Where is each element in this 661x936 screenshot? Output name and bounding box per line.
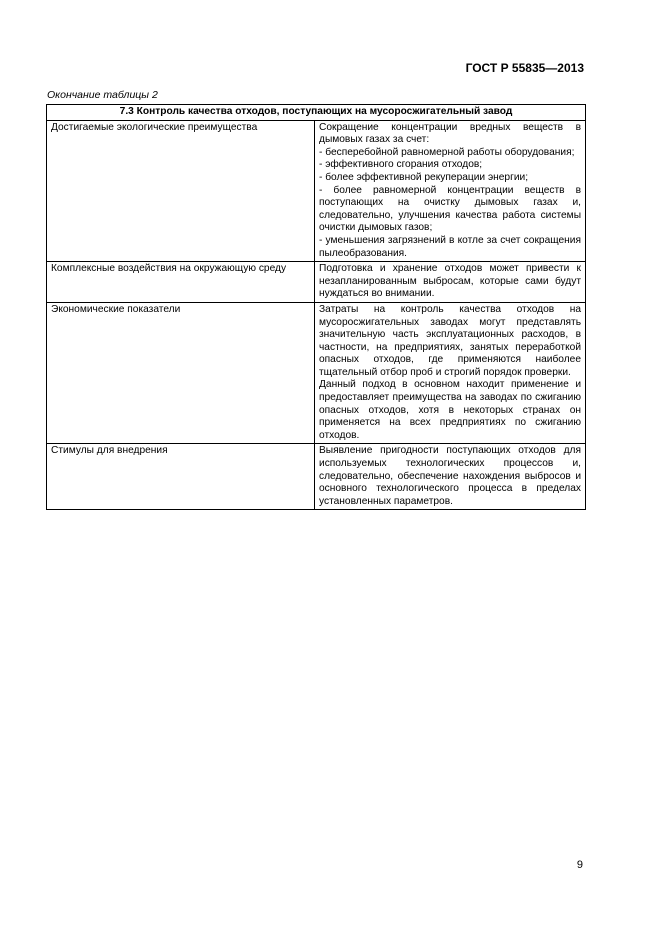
row-label: Экономические показатели [47,302,315,444]
row-description [315,444,586,510]
table-row [47,302,586,444]
row-description [315,262,586,303]
page-number: 9 [576,859,583,871]
measures-table [46,104,586,510]
description-paragraph: Затраты на контроль качества отходов на мусоросжигательных заводах могут представлять значительную часть эксплуатационных расходов, в частности, на предприятиях, занятых переработкой опасных отходов, где применяются наиболее тщательный отбор проб и строгий порядок проверки. [319,303,582,378]
table-section-header-row [47,105,586,121]
table-caption: Окончание таблицы 2 [47,89,158,101]
description-paragraph: Выявление пригодности поступающих отходов для используемых технологических процессов и, следовательно, обеспечение нахождения выбросов и основного технологического процесса в пределах установленных параметров. [319,445,582,507]
description-paragraph: Подготовка и хранение отходов может привести к незапланированным выбросам, которые сами будут нуждаться во внимании. [319,263,582,300]
table-row [47,120,586,262]
description-paragraph: - уменьшения загрязнений в котле за счет сокращения пылеобразования. [319,234,582,259]
row-description [315,120,586,262]
description-paragraph: Сокращение концентрации вредных веществ в дымовых газах за счет: [319,121,582,146]
row-label: Достигаемые экологические преимущества [47,120,315,262]
row-description [315,302,586,444]
table-row [47,262,586,303]
description-paragraph: - более эффективной рекуперации энергии; [319,171,529,183]
description-paragraph: - более равномерной концентрации веществ в поступающих на очистку дымовых газах и, следовательно, улучшения качества работа системы очистки дымовых газов; [319,184,582,234]
row-label: Стимулы для внедрения [47,444,315,510]
section-title: 7.3 Контроль качества отходов, поступающих на мусоросжигательный завод [47,105,586,121]
row-label: Комплексные воздействия на окружающую среду [47,262,315,303]
description-paragraph: - бесперебойной равномерной работы оборудования; [319,146,575,158]
table-row [47,444,586,510]
document-code: ГОСТ Р 55835—2013 [465,61,584,75]
description-paragraph: Данный подход в основном находит применение и предоставляет преимущества на заводах по сжиганию опасных отходов, хотя в некоторых странах он применяется на всех предприятиях по сжиганию отходов. [319,379,582,441]
description-paragraph: - эффективного сгорания отходов; [319,159,483,171]
